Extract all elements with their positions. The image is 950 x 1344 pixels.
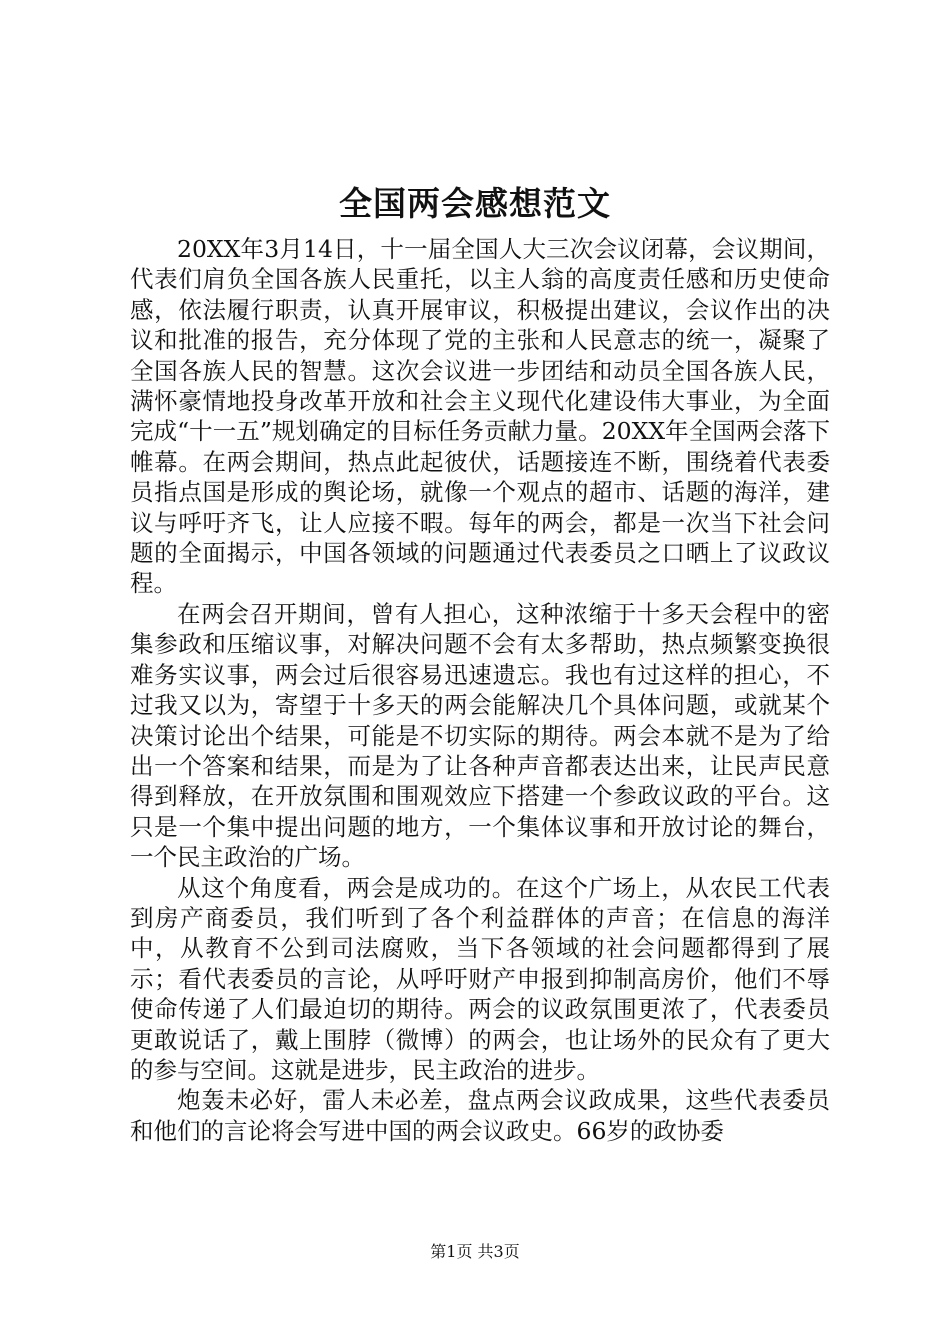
paragraph-1: 20XX年3月14日，十一届全国人大三次会议闭幕，会议期间，代表们肩负全国各族人民重托，以主人翁的高度责任感和历史使命感，依法履行职责，认真开展审议，积极提出建议，会议作出的决议和批准的报告，充分体现了党的主张和人民意志的统一，凝聚了全国各族人民的智慧。这次会议进一步团结和动员全国各族人民，满怀豪情地投身改革开放和社会主义现代化建设伟大事业，为全面完成“十一五”规划确定的目标任务贡献力量。20XX年全国两会落下帷幕。在两会期间，热点此起彼伏，话题接连不断，围绕着代表委员指点国是形成的舆论场，就像一个观点的超市、话题的海洋，建议与呼吁齐飞，让人应接不暇。每年的两会，都是一次当下社会问题的全面揭示，中国各领域的问题通过代表委员之口晒上了议政议程。 bbox=[130, 235, 830, 598]
page-number-footer: 第1页 共3页 bbox=[430, 1242, 520, 1261]
paragraph-3: 从这个角度看，两会是成功的。在这个广场上，从农民工代表到房产商委员，我们听到了各个利益群体的声音；在信息的海洋中，从教育不公到司法腐败，当下各领域的社会问题都得到了展示；看代表委员的言论，从呼吁财产申报到抑制高房价，他们不辱使命传递了人们最迫切的期待。两会的议政氛围更浓了，代表委员更敢说话了，戴上围脖（微博）的两会，也让场外的民众有了更大的参与空间。这就是进步，民主政治的进步。 bbox=[130, 873, 830, 1084]
document-body bbox=[130, 234, 830, 1146]
document-title: 全国两会感想范文 bbox=[339, 184, 611, 223]
paragraph-2: 在两会召开期间，曾有人担心，这种浓缩于十多天会程中的密集参政和压缩议事，对解决问题不会有太多帮助，热点频繁变换很难务实议事，两会过后很容易迅速遗忘。我也有过这样的担心，不过我又以为，寄望于十多天的两会能解决几个具体问题，或就某个决策讨论出个结果，可能是不切实际的期待。两会本就不是为了给出一个答案和结果，而是为了让各种声音都表达出来，让民声民意得到释放，在开放氛围和围观效应下搭建一个参政议政的平台。这只是一个集中提出问题的地方，一个集体议事和开放讨论的舞台，一个民主政治的广场。 bbox=[130, 599, 830, 872]
paragraph-4: 炮轰未必好，雷人未必差，盘点两会议政成果，这些代表委员和他们的言论将会写进中国的两会议政史。66岁的政协委 bbox=[130, 1086, 830, 1145]
